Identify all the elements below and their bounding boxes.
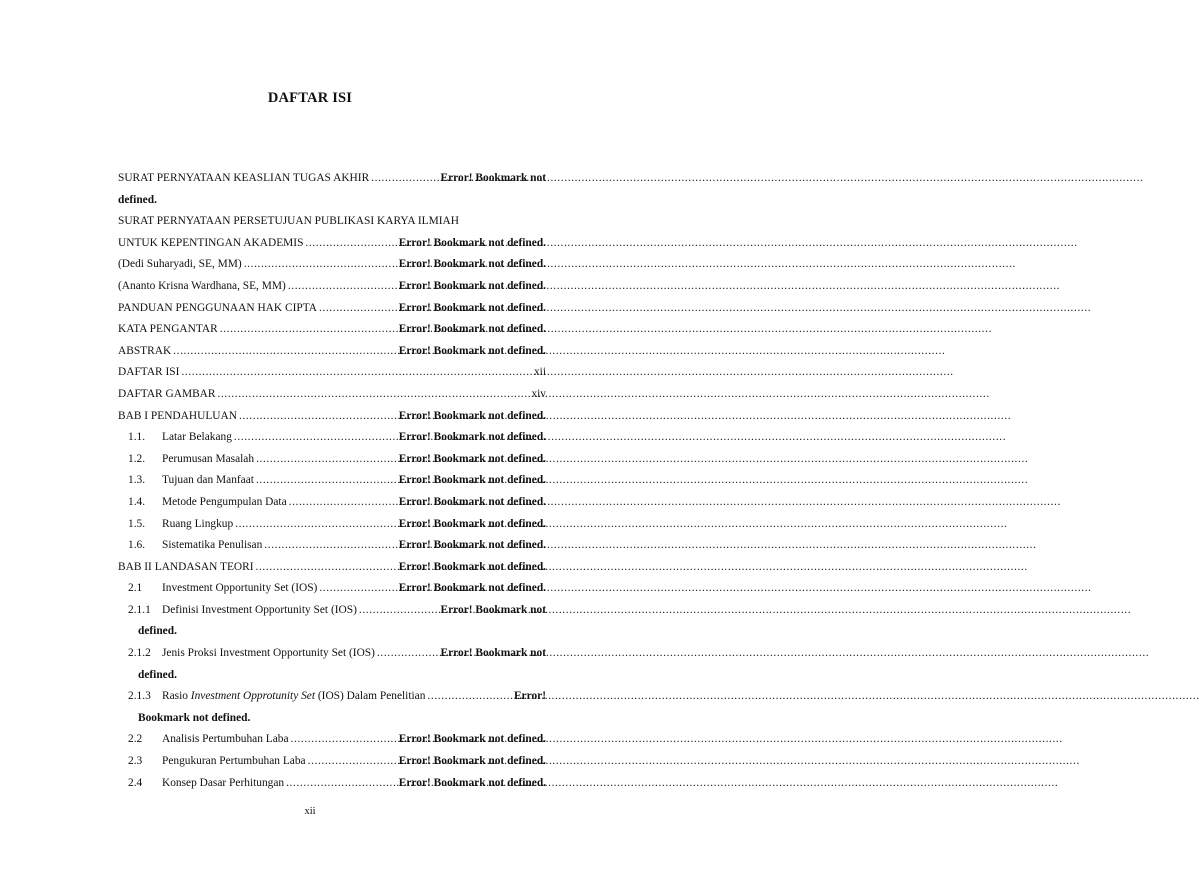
toc-entry-text: SURAT PERNYATAAN KEASLIAN TUGAS AKHIR xyxy=(118,172,370,184)
toc-entry-number: 1.5. xyxy=(128,517,146,530)
toc-entry-number: 2.2 xyxy=(128,733,143,746)
toc-entry-2-4[interactable] xyxy=(118,773,546,795)
toc-entry-text-italic: Investment Opprotunity Set xyxy=(190,690,316,703)
toc-entry-page: Error! Bookmark not defined. xyxy=(398,582,546,595)
toc-entry-1-6[interactable] xyxy=(118,535,546,557)
toc-leader-dots xyxy=(264,535,396,557)
toc-entry-page: Error! Bookmark not defined. xyxy=(398,776,546,789)
toc-entry-page: Error! Bookmark not defined. xyxy=(398,539,546,552)
toc-entry-page: Error! Bookmark not defined. xyxy=(398,323,546,336)
toc-entry-page: Error! Bookmark not defined. xyxy=(398,236,546,249)
toc-entry-text: KATA PENGANTAR xyxy=(118,323,218,336)
toc-entry-ananto[interactable] xyxy=(118,276,546,298)
toc-entry-page: Error! Bookmark not defined. xyxy=(398,560,546,573)
toc-entry-text xyxy=(162,686,425,708)
toc-entry-text: DAFTAR ISI xyxy=(118,366,180,379)
toc-entry-text: Perumusan Masalah xyxy=(162,452,255,465)
toc-entry-text: Pengukuran Pertumbuhan Laba xyxy=(162,755,306,768)
toc-entry-text: Definisi Investment Opportunity Set (IOS) xyxy=(162,603,357,616)
toc-entry-text-post: (IOS) Dalam Penelitian xyxy=(315,690,426,703)
toc-entry-1-2[interactable] xyxy=(118,449,546,471)
toc-entry-page: Error! Bookmark not defined. xyxy=(398,258,546,271)
toc-entry-page: Error! Bookmark not defined. xyxy=(398,755,546,768)
toc-leader-dots xyxy=(234,427,397,449)
toc-entry-text: BAB II LANDASAN TEORI xyxy=(118,560,254,573)
toc-entry-page: xii xyxy=(533,366,546,379)
toc-leader-dots xyxy=(319,578,396,600)
toc-leader-dots xyxy=(256,470,397,492)
toc-entry-page: Error! Bookmark not xyxy=(440,172,546,184)
table-of-contents xyxy=(118,168,546,794)
toc-entry-kepentingan-akademis[interactable] xyxy=(118,233,546,255)
toc-leader-dots xyxy=(256,449,397,471)
toc-entry-continuation: Bookmark not defined. xyxy=(138,711,251,724)
toc-entry-kata-pengantar[interactable] xyxy=(118,319,546,341)
toc-leader-dots xyxy=(305,233,396,255)
toc-leader-dots xyxy=(288,276,397,298)
toc-entry-page: Error! Bookmark not defined. xyxy=(398,495,546,508)
toc-leader-dots xyxy=(308,751,397,773)
toc-entry-panduan[interactable] xyxy=(118,298,546,320)
toc-leader-dots xyxy=(244,254,397,276)
toc-leader-dots xyxy=(256,557,397,579)
toc-entry-text: UNTUK KEPENTINGAN AKADEMIS xyxy=(118,236,304,249)
toc-entry-bab-2[interactable] xyxy=(118,557,546,579)
toc-entry-page: Error! Bookmark not xyxy=(440,647,546,660)
toc-entry-number: 2.4 xyxy=(128,776,143,789)
toc-entry-1-5[interactable] xyxy=(118,514,546,536)
toc-entry-1-4[interactable] xyxy=(118,492,546,514)
toc-entry-page: xiv xyxy=(531,387,546,400)
toc-entry-2-2[interactable] xyxy=(118,729,546,751)
toc-entry-continuation: defined. xyxy=(138,668,177,681)
toc-entry-page: Error! Bookmark not defined. xyxy=(398,344,546,357)
toc-leader-dots xyxy=(289,492,397,514)
toc-entry-2-1[interactable] xyxy=(118,578,546,600)
toc-entry-number: 2.1.2 xyxy=(128,647,151,660)
toc-entry-text: PANDUAN PENGGUNAAN HAK CIPTA xyxy=(118,301,317,314)
toc-entry-page: Error! Bookmark not defined. xyxy=(398,733,546,746)
toc-entry-page: Error! Bookmark not defined. xyxy=(398,409,546,422)
toc-leader-dots xyxy=(319,298,397,320)
toc-entry-text: Metode Pengumpulan Data xyxy=(162,495,287,508)
toc-entry-bab-1[interactable] xyxy=(118,406,546,428)
toc-entry-1-3[interactable] xyxy=(118,470,546,492)
page-title: DAFTAR ISI xyxy=(267,90,353,106)
toc-entry-page: Error! xyxy=(513,690,546,703)
toc-entry-dedi[interactable] xyxy=(118,254,546,276)
toc-entry-2-3[interactable] xyxy=(118,751,546,773)
toc-entry-1-1[interactable] xyxy=(118,427,546,449)
toc-entry-number: 1.4. xyxy=(128,495,146,508)
toc-entry-surat-keaslian[interactable] xyxy=(118,168,546,190)
toc-entry-text: SURAT PERNYATAAN PERSETUJUAN PUBLIKASI KARYA ILMIAH xyxy=(118,215,459,228)
toc-leader-dots xyxy=(377,643,439,665)
toc-entry-text-pre: Rasio xyxy=(162,690,191,703)
toc-entry-text: Analisis Pertumbuhan Laba xyxy=(162,733,289,746)
toc-entry-page: Error! Bookmark not xyxy=(440,603,546,616)
toc-entry-2-1-3[interactable] xyxy=(118,686,546,708)
toc-entry-text: Ruang Lingkup xyxy=(162,517,234,530)
toc-entry-text: DAFTAR GAMBAR xyxy=(118,387,216,400)
toc-entry-text: Latar Belakang xyxy=(162,431,232,444)
toc-entry-daftar-gambar[interactable] xyxy=(118,384,546,406)
toc-entry-text: BAB I PENDAHULUAN xyxy=(118,409,237,422)
toc-entry-text: ABSTRAK xyxy=(118,344,172,357)
toc-entry-text: Investment Opportunity Set (IOS) xyxy=(162,582,318,595)
toc-entry-text: Tujuan dan Manfaat xyxy=(162,474,254,487)
toc-entry-surat-persetujuan[interactable] xyxy=(118,211,546,233)
toc-leader-dots xyxy=(291,729,397,751)
toc-entry-number: 2.3 xyxy=(128,755,143,768)
toc-entry-abstrak[interactable] xyxy=(118,341,546,363)
toc-entry-continuation: defined. xyxy=(138,625,177,638)
toc-entry-number: 2.1.3 xyxy=(128,690,151,703)
toc-entry-page: Error! Bookmark not defined. xyxy=(398,517,546,530)
toc-entry-number: 1.6. xyxy=(128,539,146,552)
toc-leader-dots xyxy=(173,341,397,363)
toc-entry-page: Error! Bookmark not defined. xyxy=(398,452,546,465)
toc-entry-continuation: defined. xyxy=(118,193,157,206)
toc-leader-dots xyxy=(235,514,397,536)
toc-entry-2-1-2[interactable] xyxy=(118,643,546,665)
toc-leader-dots xyxy=(371,168,438,190)
toc-entry-text: Sistematika Penulisan xyxy=(162,539,263,552)
toc-entry-page: Error! Bookmark not defined. xyxy=(398,301,546,314)
toc-entry-number: 1.2. xyxy=(128,452,146,465)
toc-leader-dots xyxy=(359,600,439,622)
toc-entry-daftar-isi[interactable] xyxy=(118,362,546,384)
toc-entry-text: Konsep Dasar Perhitungan xyxy=(162,776,285,789)
toc-entry-text: (Ananto Krisna Wardhana, SE, MM) xyxy=(118,279,286,292)
toc-entry-number: 1.3. xyxy=(128,474,146,487)
toc-entry-text: Jenis Proksi Investment Opportunity Set (IOS) xyxy=(162,647,375,660)
toc-entry-2-1-1[interactable] xyxy=(118,600,546,622)
toc-entry-text: (Dedi Suharyadi, SE, MM) xyxy=(118,258,242,271)
toc-entry-number: 2.1 xyxy=(128,582,143,595)
toc-entry-number: 1.1. xyxy=(128,431,146,444)
toc-leader-dots xyxy=(427,686,512,708)
toc-leader-dots xyxy=(218,384,530,406)
toc-entry-page: Error! Bookmark not defined. xyxy=(398,279,546,292)
toc-leader-dots xyxy=(286,773,397,795)
toc-leader-dots xyxy=(181,362,532,384)
page-number: xii xyxy=(304,806,316,817)
toc-entry-page: Error! Bookmark not defined. xyxy=(398,431,546,444)
toc-leader-dots xyxy=(220,319,397,341)
toc-entry-number: 2.1.1 xyxy=(128,603,151,616)
toc-leader-dots xyxy=(239,406,397,428)
toc-entry-page: Error! Bookmark not defined. xyxy=(398,474,546,487)
